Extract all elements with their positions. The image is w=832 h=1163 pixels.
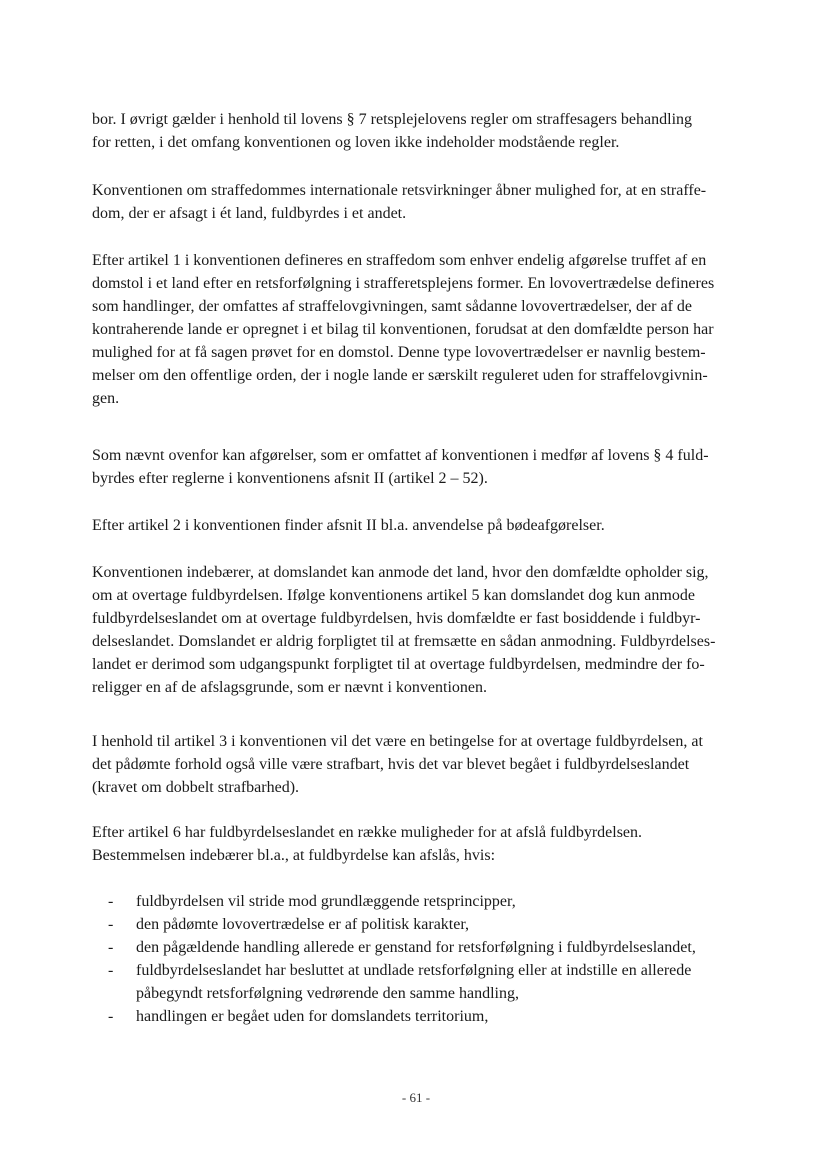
dash-marker: - (108, 1008, 114, 1025)
text-line: som handlinger, der omfattes af straffelovgivningen, samt sådanne lovovertrædelser, der af de (92, 298, 693, 315)
text-line: religger en af de afslagsgrunde, som er nævnt i konventionen. (92, 679, 487, 696)
text-line: Efter artikel 1 i konventionen defineres en straffedom som enhver endelig afgørelse truffet af en (92, 252, 707, 269)
text-line: påbegyndt retsforfølgning vedrørende den samme handling, (136, 985, 519, 1002)
text-line: dom, der er afsagt i ét land, fuldbyrdes i et andet. (92, 205, 407, 222)
text-line: for retten, i det omfang konventionen og loven ikke indeholder modstående regler. (92, 134, 620, 151)
text-line: I henhold til artikel 3 i konventionen vil det være en betingelse for at overtage fuldbyrdelsen, at (92, 733, 703, 750)
list-item (108, 1005, 748, 1028)
dash-marker: - (108, 939, 114, 956)
text-line: gen. (92, 390, 120, 407)
dash-marker: - (108, 916, 114, 933)
paragraph-3 (92, 249, 747, 410)
text-line: fuldbyrdelseslandet om at overtage fuldbyrdelsen, hvis domfældte er fast bosiddende i fuldbyr- (92, 610, 701, 627)
paragraph-7 (92, 730, 747, 799)
paragraph-8 (92, 821, 747, 867)
paragraph-1 (92, 108, 747, 154)
text-line: den pågældende handling allerede er genstand for retsforfølgning i fuldbyrdelseslandet, (136, 939, 696, 956)
text-line: fuldbyrdelsen vil stride mod grundlæggende retsprincipper, (136, 893, 516, 910)
paragraph-6 (92, 561, 747, 699)
text-line: fuldbyrdelseslandet har besluttet at undlade retsforfølgning eller at indstille en allerede (136, 962, 692, 979)
text-line: mulighed for at få sagen prøvet for en domstol. Denne type lovovertrædelser er navnlig bestem- (92, 344, 706, 361)
dash-marker: - (108, 893, 114, 910)
paragraph-2 (92, 179, 747, 225)
text-line: Efter artikel 6 har fuldbyrdelseslandet en række muligheder for at afslå fuldbyrdelsen. (92, 824, 643, 841)
list-item (108, 959, 748, 1005)
text-line: bor. I øvrigt gælder i henhold til lovens § 7 retsplejelovens regler om straffesagers behandling (92, 111, 693, 128)
dash-marker: - (108, 962, 114, 979)
text-line: Konventionen om straffedommes internationale retsvirkninger åbner mulighed for, at en straffe- (92, 182, 707, 199)
paragraph-4 (92, 444, 747, 490)
text-line: Konventionen indebærer, at domslandet kan anmode det land, hvor den domfældte opholder sig, (92, 564, 709, 581)
page-number: - 61 - (401, 1090, 431, 1105)
text-line: kontraherende lande er opregnet i et bilag til konventionen, forudsat at den domfældte person har (92, 321, 714, 338)
text-line: Som nævnt ovenfor kan afgørelser, som er omfattet af konventionen i medfør af lovens § 4 fuld- (92, 447, 709, 464)
text-line: handlingen er begået uden for domslandets territorium, (136, 1008, 489, 1025)
list-item (108, 890, 748, 913)
list-item (108, 913, 748, 936)
text-line: byrdes efter reglerne i konventionens afsnit II (artikel 2 – 52). (92, 470, 488, 487)
list-item (108, 936, 748, 959)
text-line: domstol i et land efter en retsforfølgning i strafferetsplejens former. En lovovertrædelse defineres (92, 275, 715, 292)
refusal-grounds-list (108, 890, 748, 1028)
text-line: Bestemmelsen indebærer bl.a., at fuldbyrdelse kan afslås, hvis: (92, 847, 496, 864)
text-line: Efter artikel 2 i konventionen finder afsnit II bl.a. anvendelse på bødeafgørelser. (92, 517, 605, 534)
paragraph-5 (92, 514, 747, 537)
text-line: det pådømte forhold også ville være strafbart, hvis det var blevet begået i fuldbyrdelseslandet (92, 756, 690, 773)
text-line: om at overtage fuldbyrdelsen. Ifølge konventionens artikel 5 kan domslandet dog kun anmode (92, 587, 695, 604)
text-line: melser om den offentlige orden, der i nogle lande er særskilt reguleret uden for straffelovgivnin- (92, 367, 708, 384)
text-line: (kravet om dobbelt strafbarhed). (92, 779, 300, 796)
text-line: landet er derimod som udgangspunkt forpligtet til at overtage fuldbyrdelsen, medmindre der fo- (92, 656, 705, 673)
text-line: den pådømte lovovertrædelse er af politisk karakter, (136, 916, 470, 933)
text-line: delseslandet. Domslandet er aldrig forpligtet til at fremsætte en sådan anmodning. Fuldbyrdelses- (92, 633, 716, 650)
